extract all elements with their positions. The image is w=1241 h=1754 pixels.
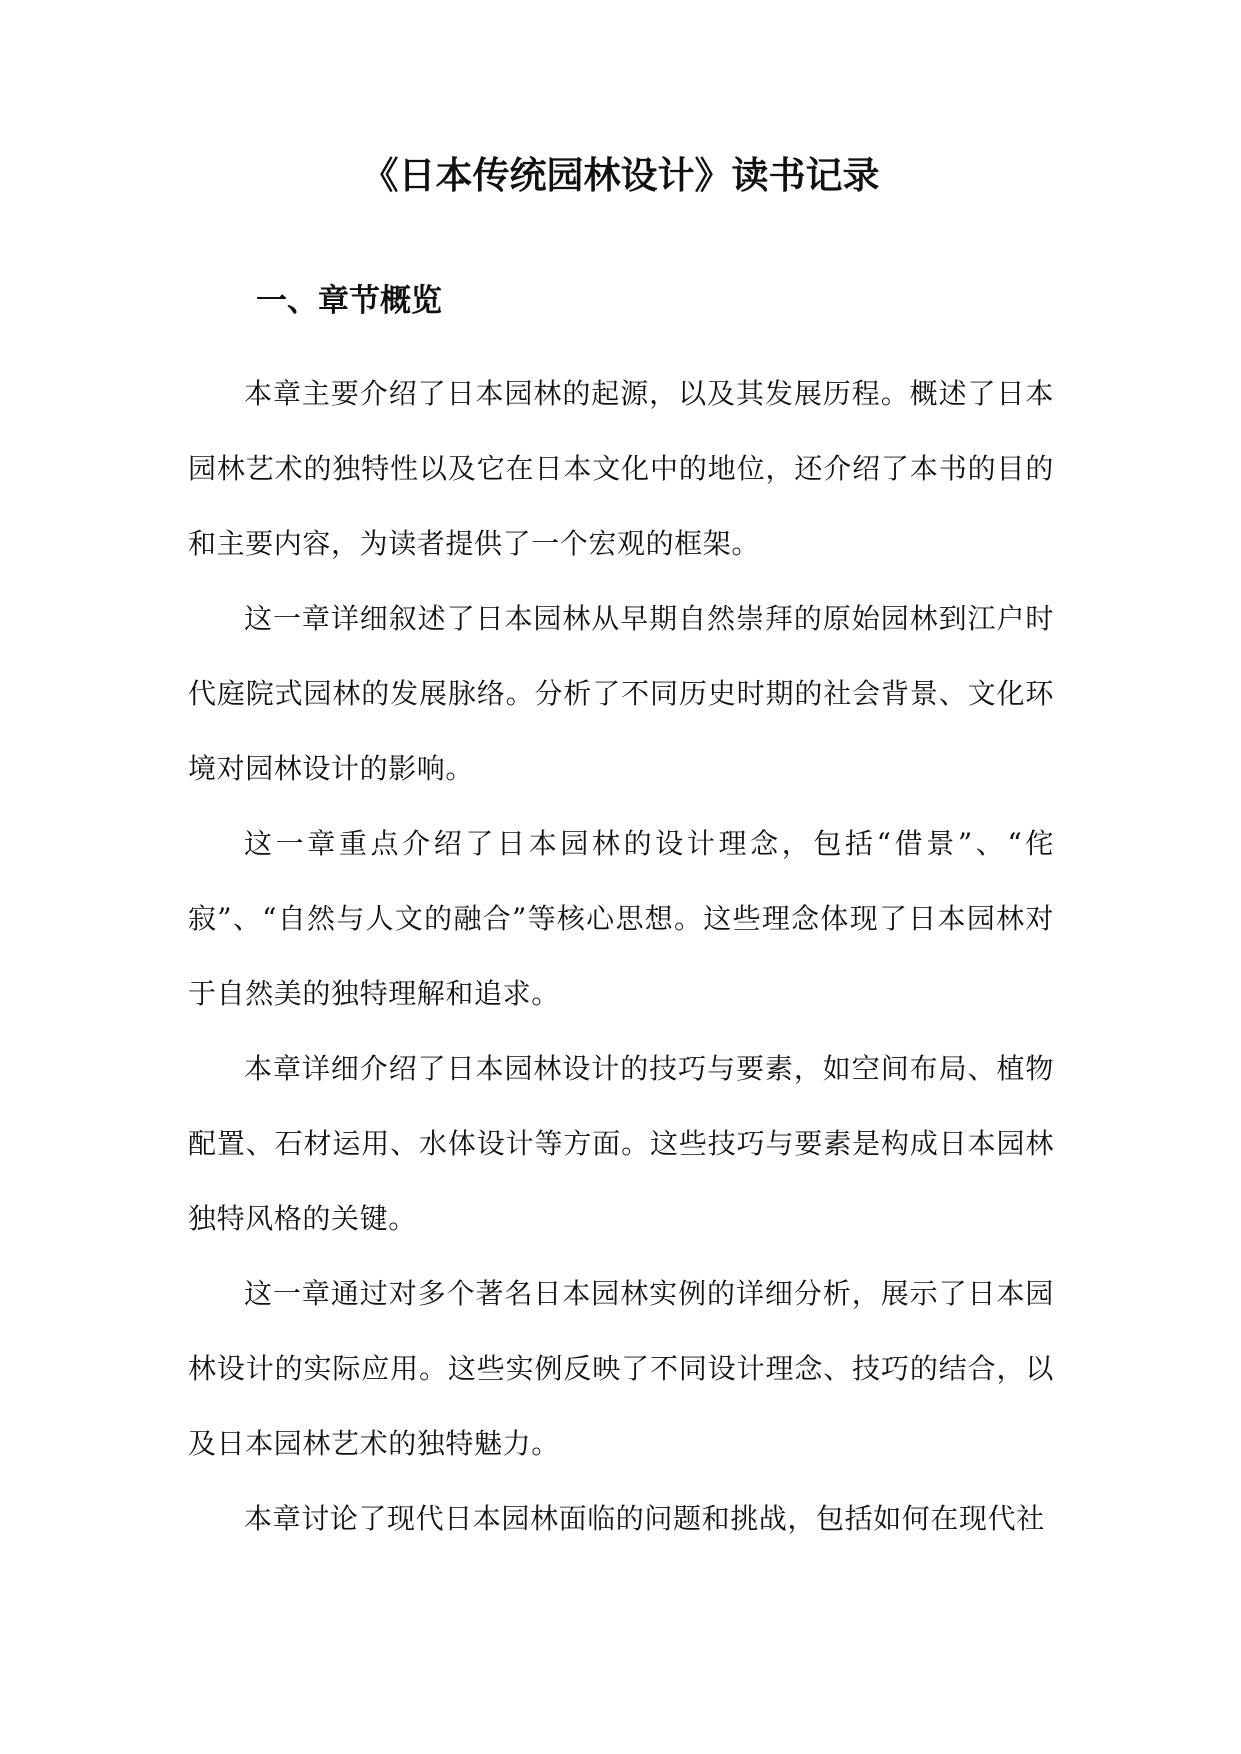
- body-text: [188, 356, 1054, 1556]
- document-title: 《日本传统园林设计》读书记录: [361, 154, 880, 197]
- section-heading: 一、章节概览: [256, 283, 442, 319]
- paragraph: 本章讨论了现代日本园林面临的问题和挑战，包括如何在现代社: [244, 1502, 1045, 1535]
- paragraph: 本章详细介绍了日本园林设计的技巧与要素，如空间布局、植物配置、石材运用、水体设计等方面。这些技巧与要素是构成日本园林独特风格的关键。: [188, 1052, 1054, 1235]
- paragraph: 这一章通过对多个著名日本园林实例的详细分析，展示了日本园林设计的实际应用。这些实例反映了不同设计理念、技巧的结合，以及日本园林艺术的独特魅力。: [188, 1277, 1054, 1460]
- paragraph: 这一章重点介绍了日本园林的设计理念，包括“借景”、“侘寂”、“自然与人文的融合”等核心思想。这些理念体现了日本园林对于自然美的独特理解和追求。: [188, 827, 1054, 1010]
- paragraph: 本章主要介绍了日本园林的起源，以及其发展历程。概述了日本园林艺术的独特性以及它在日本文化中的地位，还介绍了本书的目的和主要内容，为读者提供了一个宏观的框架。: [188, 377, 1054, 560]
- paragraph: 这一章详细叙述了日本园林从早期自然崇拜的原始园林到江户时代庭院式园林的发展脉络。分析了不同历史时期的社会背景、文化环境对园林设计的影响。: [188, 602, 1054, 785]
